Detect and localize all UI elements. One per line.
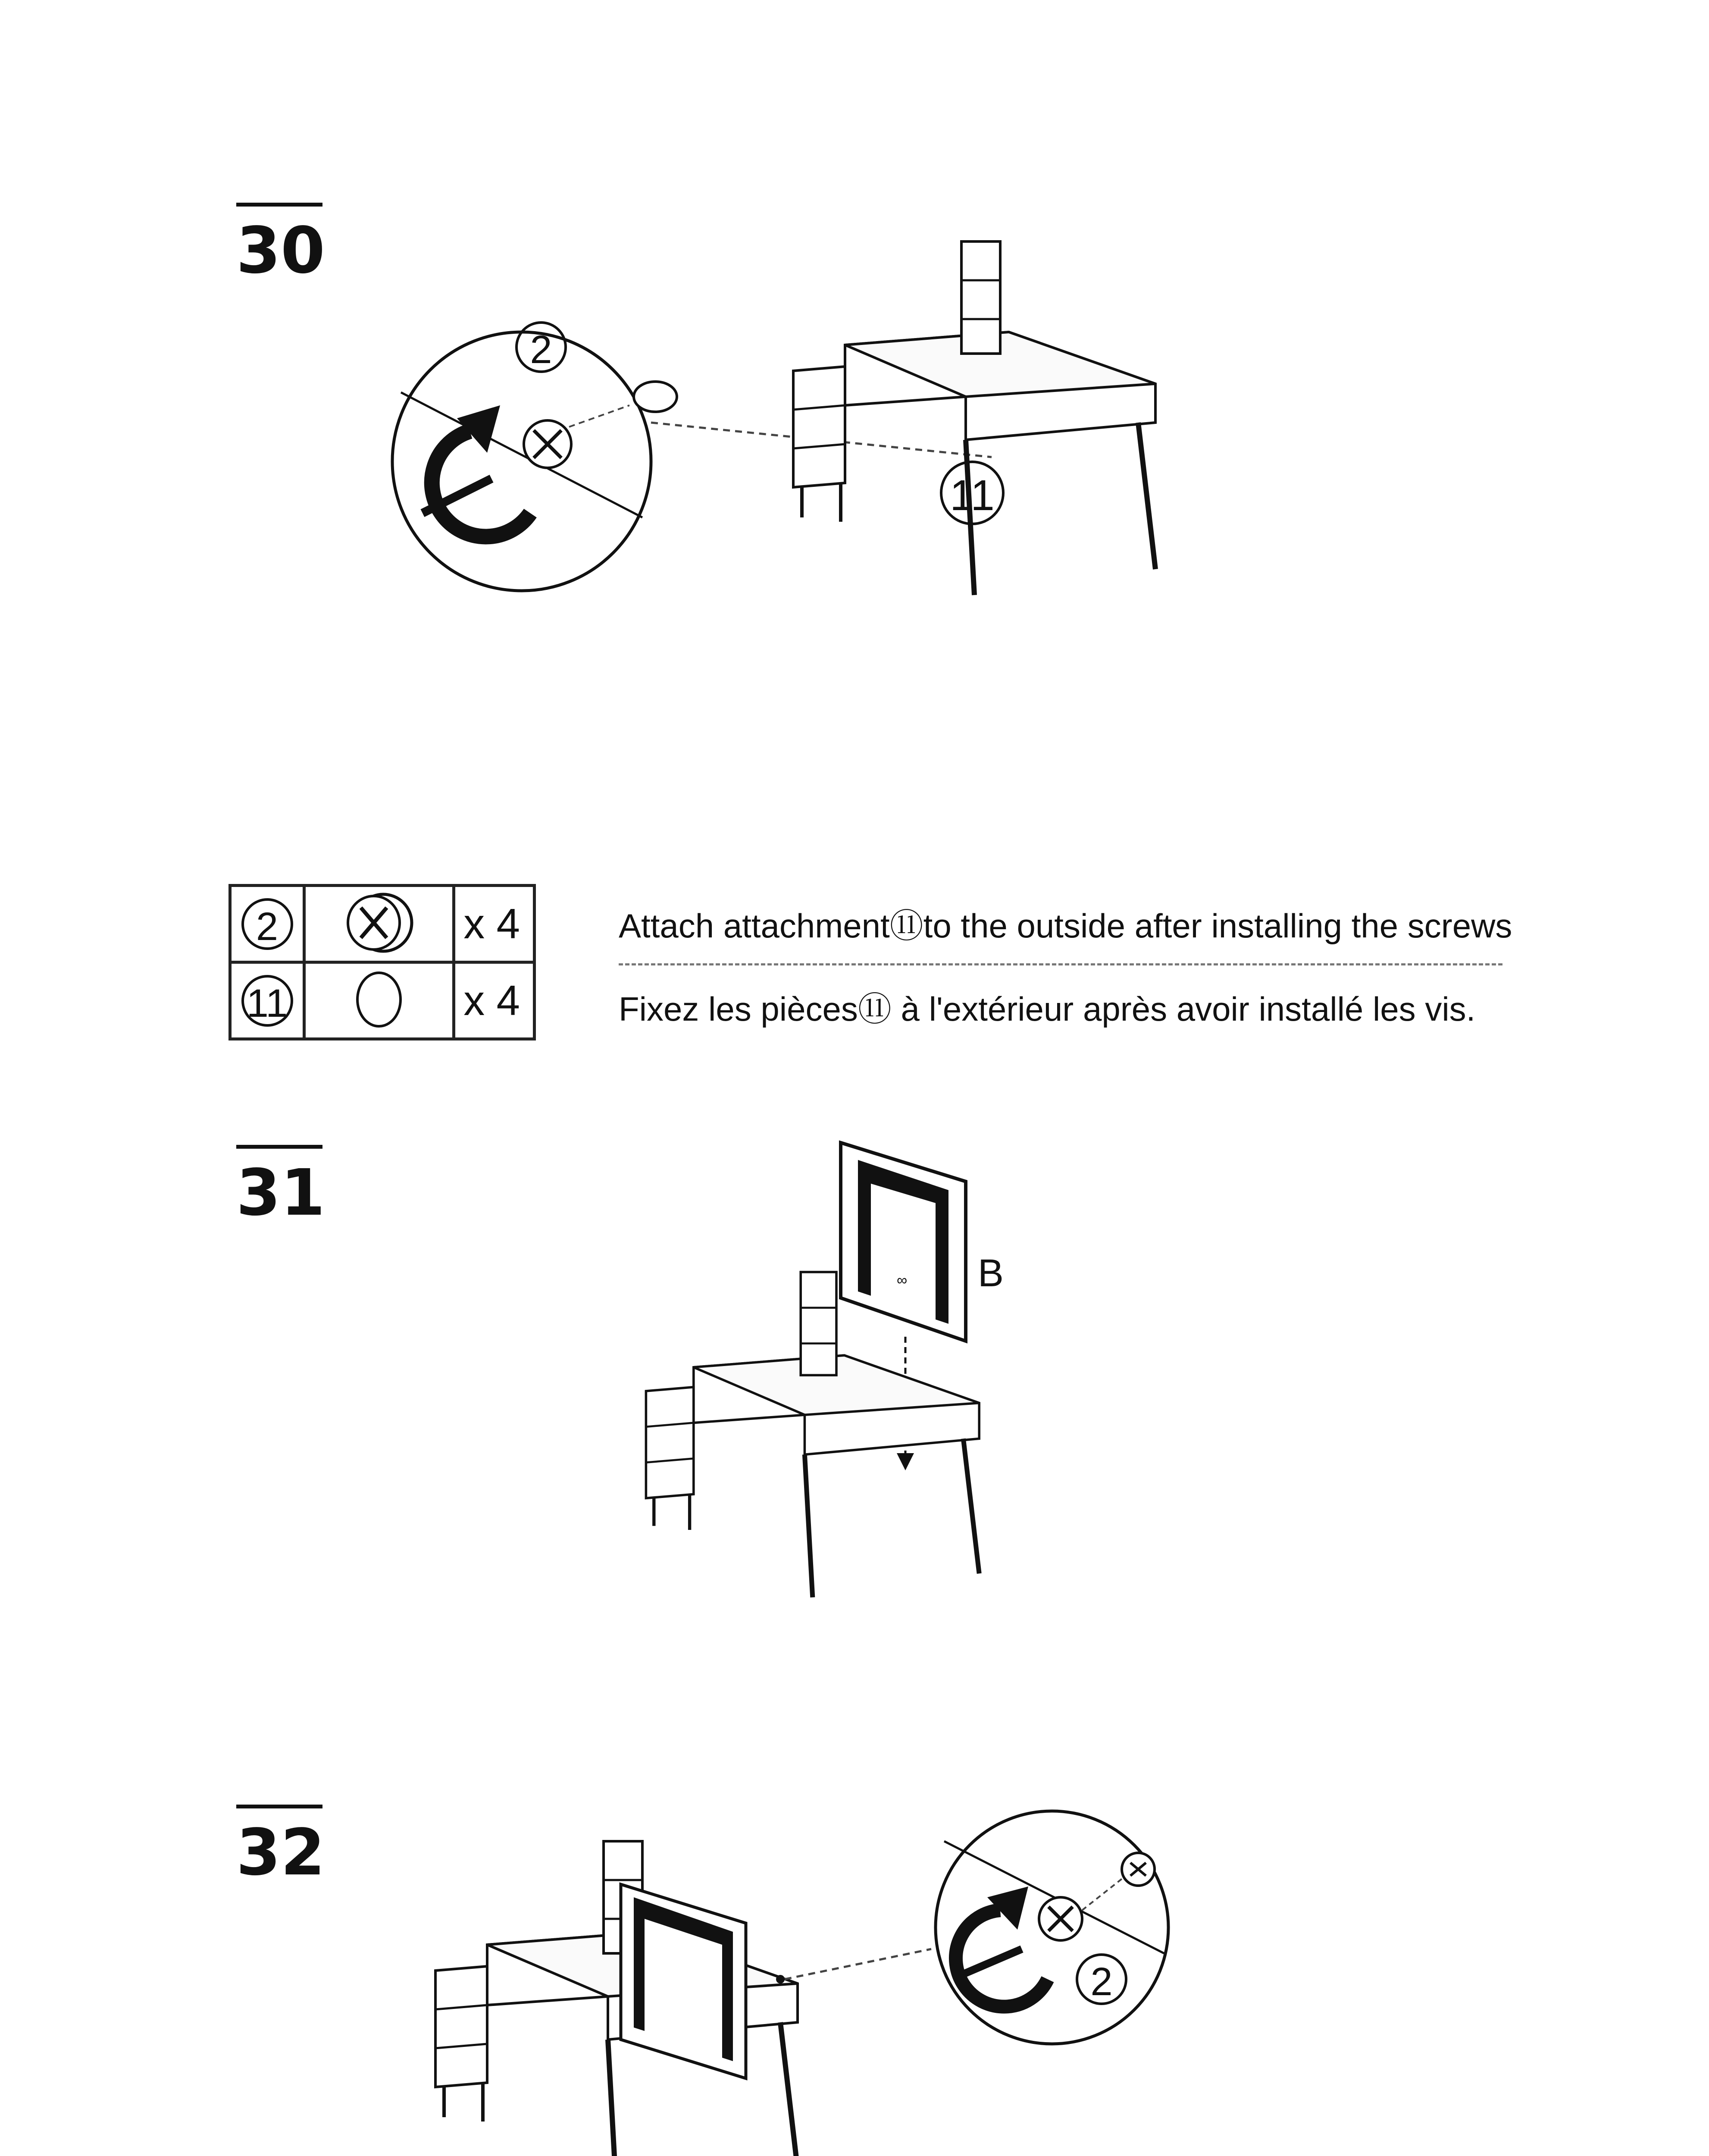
step-32-screw-callout: 2 [1076,1953,1127,2005]
step-30-detail-illustration [388,328,1681,888]
table-row [230,962,535,1039]
step-30-attachment-callout: 11 [940,461,1005,525]
part-quantity: x 4 [454,962,535,1039]
instruction-french: Fixez les pièces⑪ à l'extérieur après avoir installé les vis. [619,990,1476,1028]
step-31-illustration [638,1143,1285,1768]
part-image-cell [304,962,454,1039]
part-label: 2 [241,898,293,950]
instruction-divider [619,963,1502,965]
cam-screw-icon [340,890,418,955]
mirror-label: B [978,1252,1004,1295]
part-label: 11 [241,975,293,1027]
step-32-detail-illustration [931,1807,1173,2048]
cover-cap-icon [340,967,418,1032]
instruction-english: Attach attachment⑪to the outside after installing the screws [619,907,1512,945]
step-number-31: 31 [236,1145,322,1225]
step-30-screw-callout: 2 [515,321,567,373]
step-number-30: 30 [236,203,322,282]
part-quantity: x 4 [454,886,535,962]
svg-text:∞: ∞ [897,1272,908,1288]
part-label-cell [230,886,304,962]
table-row [230,886,535,962]
part-image-cell [304,886,454,962]
step-number-32: 32 [236,1805,322,1884]
step-30-parts-table [228,884,536,1040]
part-label-cell [230,962,304,1039]
